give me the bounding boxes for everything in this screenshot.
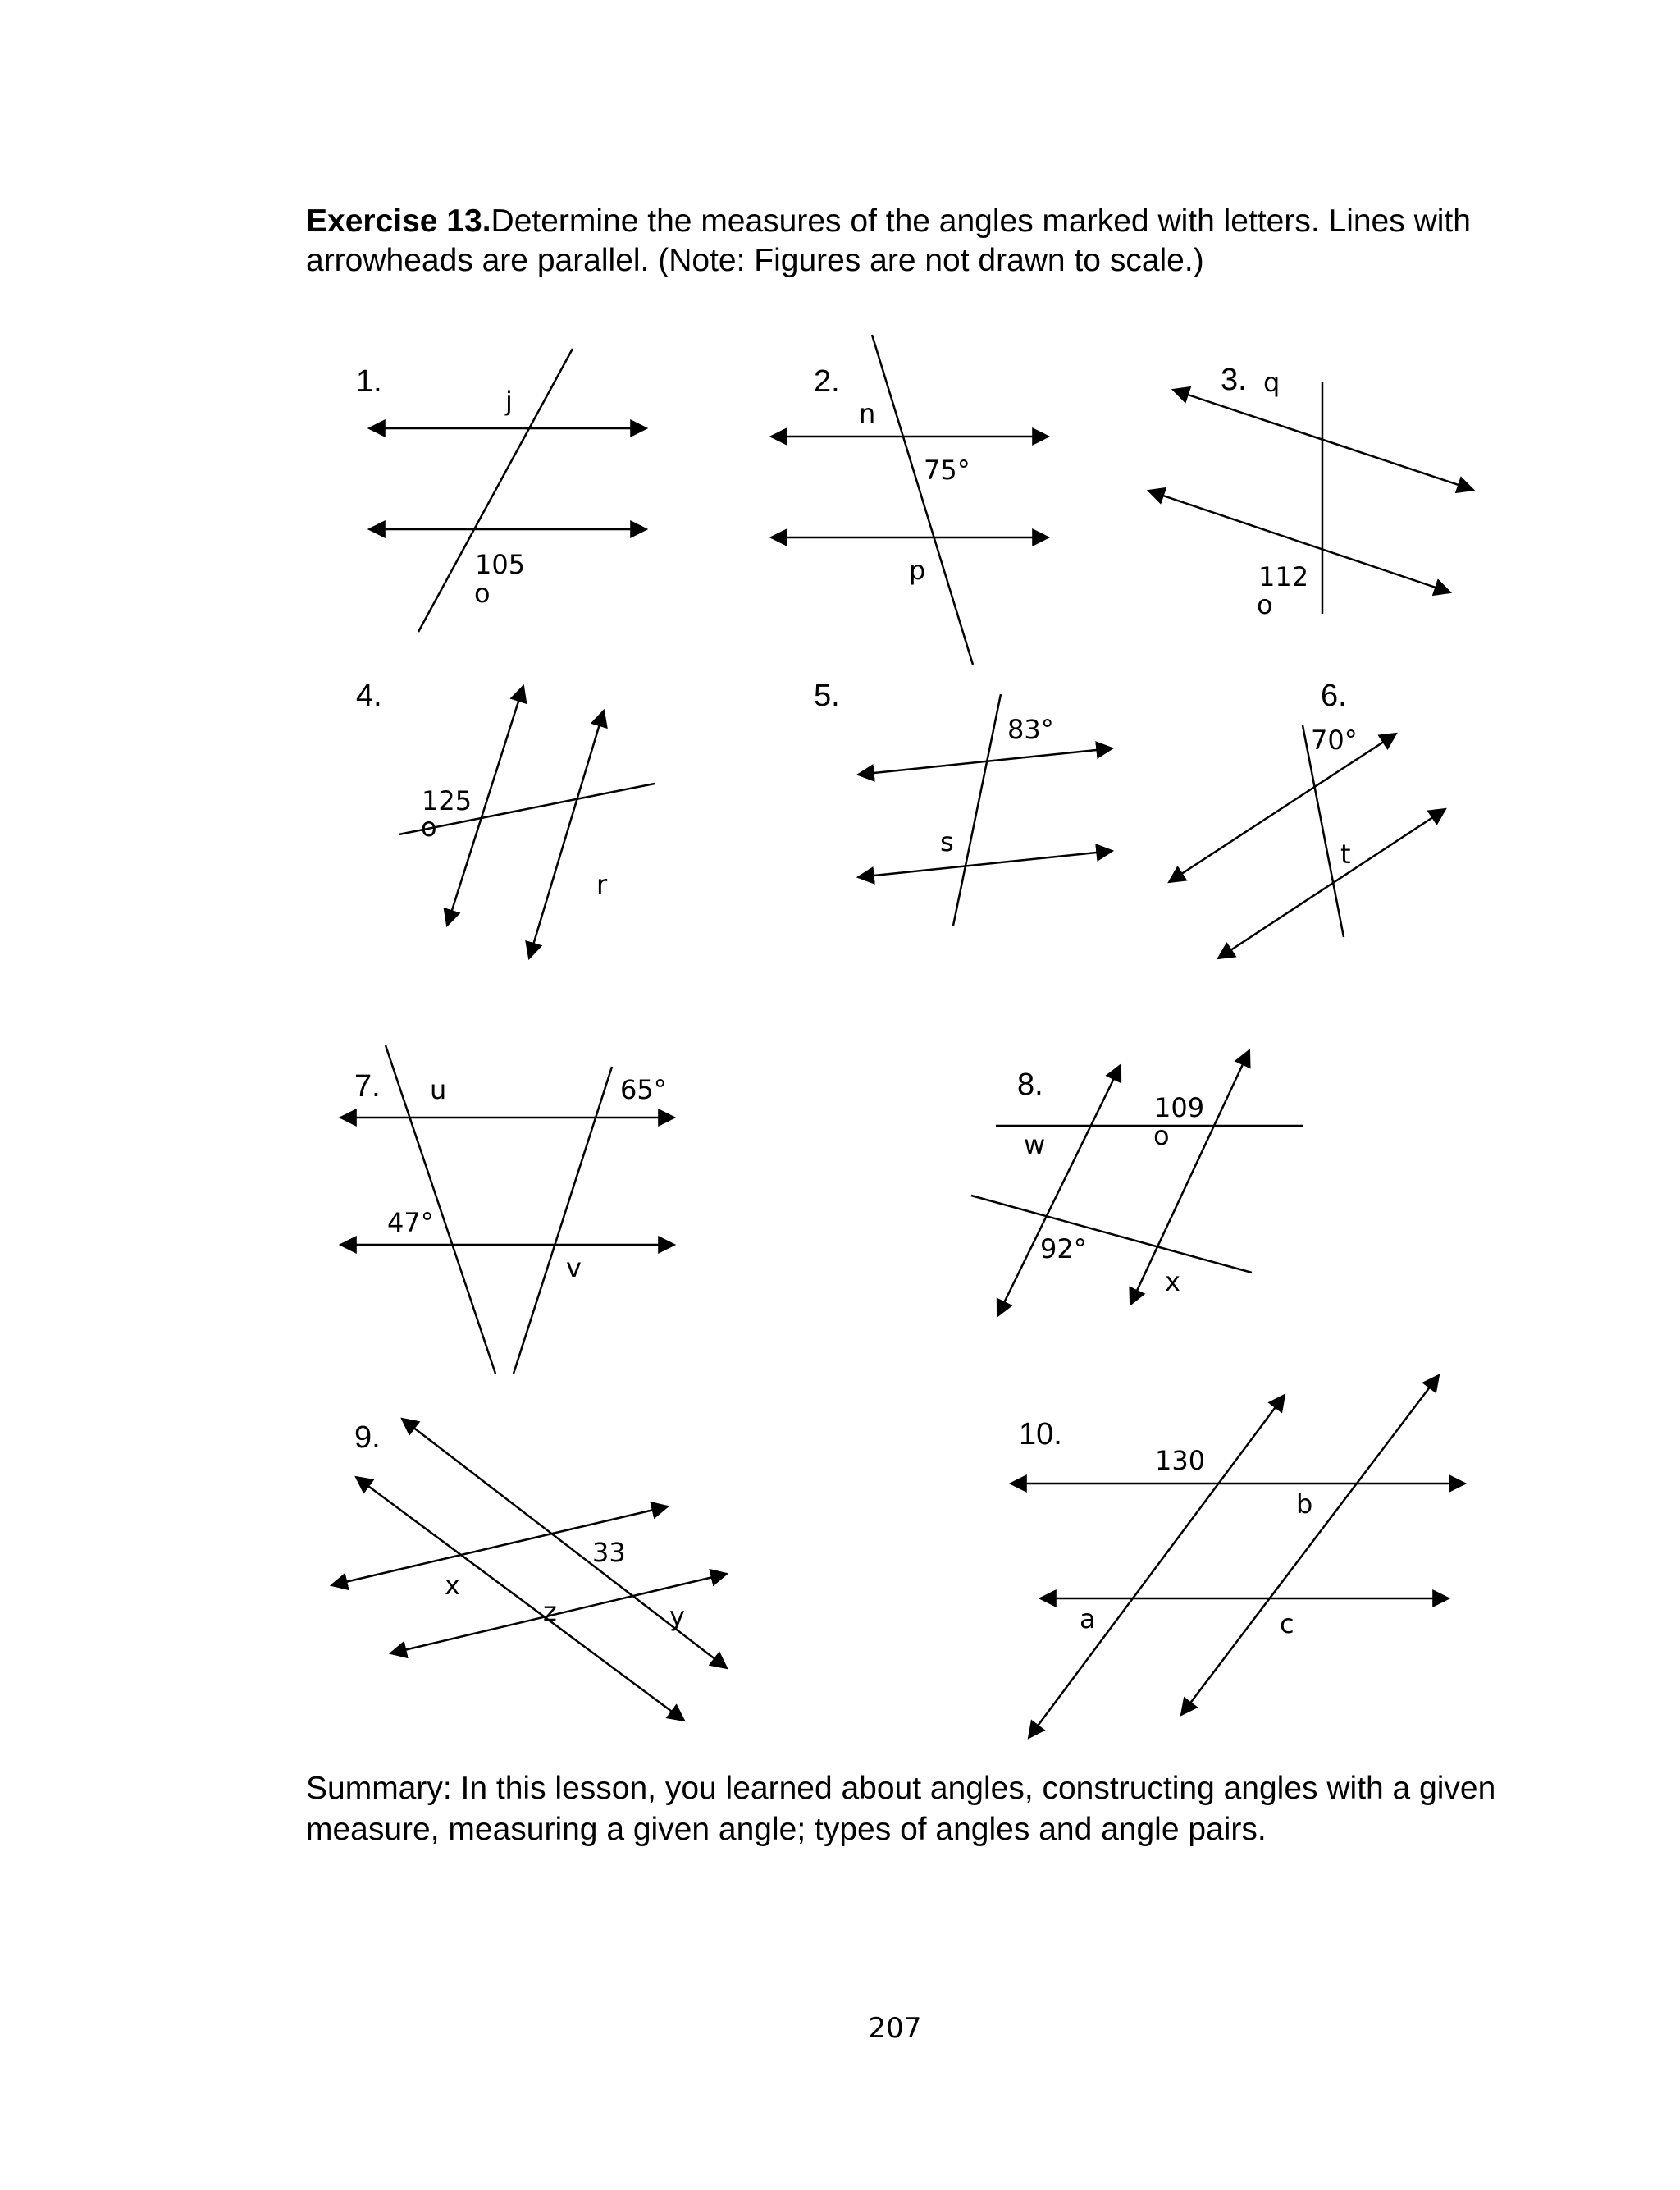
angle-label-x: x bbox=[445, 1570, 460, 1601]
figure-number: 10. bbox=[1019, 1417, 1062, 1452]
figure-number: 9. bbox=[354, 1420, 381, 1455]
exercise-title: Exercise 13. bbox=[306, 203, 491, 239]
angle-label-75: 75° bbox=[924, 455, 970, 486]
angle-label-112: 112 bbox=[1258, 561, 1309, 592]
figure-2 bbox=[771, 335, 1048, 665]
figure-number: 6. bbox=[1321, 679, 1347, 713]
angle-label-j: j bbox=[505, 386, 513, 417]
angle-label-130: 130 bbox=[1155, 1445, 1206, 1476]
degree-mark: o bbox=[1257, 589, 1273, 620]
degree-mark: o bbox=[421, 812, 437, 843]
summary-text: Summary: In this lesson, you learned about angles, constructing angles with a given measure, measuring a given angle; types of angles and angle pairs. bbox=[306, 1771, 1496, 1847]
angle-label-t: t bbox=[1340, 839, 1351, 870]
figure-number: 3. bbox=[1221, 363, 1247, 397]
angle-label-w: w bbox=[1024, 1129, 1046, 1160]
angle-label-a: a bbox=[1080, 1603, 1096, 1634]
transversal bbox=[872, 335, 973, 665]
angle-label-125: 125 bbox=[422, 785, 472, 816]
angle-label-105: 105 bbox=[475, 549, 526, 580]
transversal bbox=[418, 349, 573, 632]
degree-mark: o bbox=[474, 578, 491, 609]
angle-label-s: s bbox=[940, 826, 954, 857]
transversal bbox=[953, 694, 1001, 926]
angle-label-c: c bbox=[1280, 1608, 1294, 1639]
angle-label-92: 92° bbox=[1040, 1233, 1087, 1264]
angle-label-p: p bbox=[909, 555, 926, 586]
parallel-line-bottom bbox=[858, 851, 1112, 877]
figure-1 bbox=[356, 349, 646, 632]
angle-label-n: n bbox=[859, 398, 876, 429]
parallel-line-top bbox=[1169, 734, 1396, 882]
angle-label-83: 83° bbox=[1007, 714, 1054, 745]
angle-label-u: u bbox=[430, 1074, 447, 1105]
parallel-line-left bbox=[998, 1065, 1121, 1316]
angle-label-70: 70° bbox=[1311, 725, 1358, 756]
figure-4 bbox=[356, 679, 655, 958]
figure-10 bbox=[1011, 1375, 1465, 1738]
figure-number: 2. bbox=[814, 364, 840, 399]
figure-number: 1. bbox=[356, 364, 382, 399]
figure-5 bbox=[814, 679, 1112, 926]
angle-label-z: z bbox=[543, 1596, 557, 1627]
figure-9 bbox=[331, 1419, 727, 1721]
figure-8 bbox=[971, 1050, 1303, 1316]
angle-label-65: 65° bbox=[620, 1074, 667, 1105]
parallel-line-bottom bbox=[1218, 809, 1445, 958]
parallel-line-right bbox=[529, 711, 604, 958]
degree-mark: o bbox=[1153, 1120, 1170, 1151]
angle-label-r: r bbox=[596, 869, 608, 900]
angle-label-v: v bbox=[566, 1252, 582, 1283]
transversal bbox=[1303, 725, 1344, 937]
transversal-right bbox=[514, 1067, 612, 1374]
angle-label-q: q bbox=[1263, 367, 1281, 398]
transversal-right bbox=[1181, 1375, 1439, 1715]
figure-number: 4. bbox=[356, 679, 382, 713]
figure-6 bbox=[1169, 679, 1445, 958]
angle-label-33: 33 bbox=[592, 1537, 626, 1568]
figure-7 bbox=[340, 1045, 674, 1374]
figure-number: 5. bbox=[814, 679, 840, 713]
figure-number: 8. bbox=[1017, 1068, 1043, 1102]
angle-label-x: x bbox=[1165, 1266, 1180, 1297]
exercise-instructions: Determine the measures of the angles marked with letters. Lines with arrowheads are parallel. (Note: Figures are not drawn to scale.) bbox=[306, 203, 1471, 278]
figure-number: 7. bbox=[354, 1069, 381, 1104]
figure-3 bbox=[1148, 363, 1473, 620]
angle-label-109: 109 bbox=[1154, 1092, 1205, 1123]
angle-label-b: b bbox=[1296, 1488, 1313, 1520]
angle-label-47: 47° bbox=[387, 1207, 434, 1238]
transversal-bottom bbox=[971, 1196, 1252, 1273]
page-number: 207 bbox=[868, 2012, 922, 2045]
angle-label-y: y bbox=[669, 1601, 685, 1632]
